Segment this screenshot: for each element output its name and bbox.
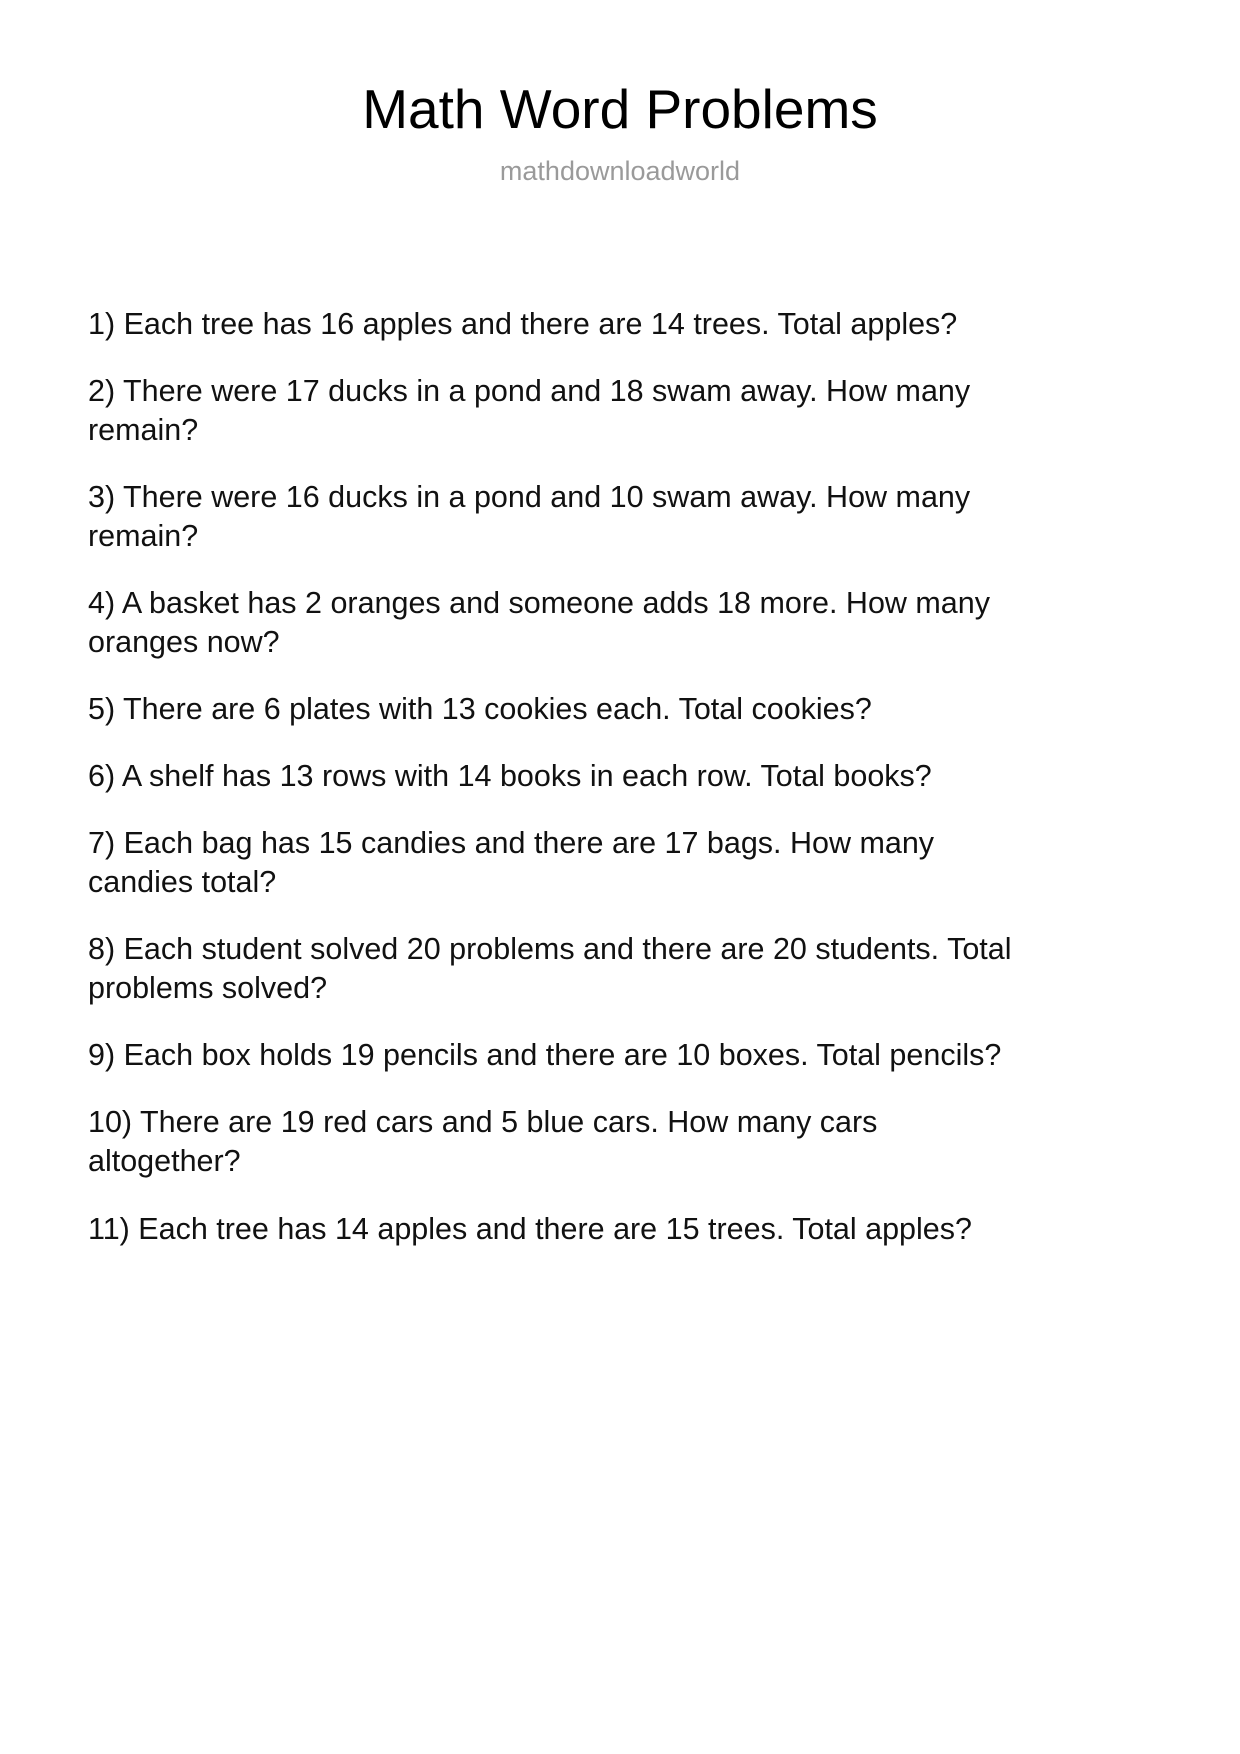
list-item: 2) There were 17 ducks in a pond and 18 swam away. How many remain? [88, 374, 971, 448]
page-title: Math Word Problems [362, 78, 878, 140]
list-item: 8) Each student solved 20 problems and there are 20 students. Total problems solved? [88, 932, 1012, 1006]
list-item: 5) There are 6 plates with 13 cookies each. Total cookies? [88, 692, 872, 727]
problem-list [88, 305, 1028, 1249]
list-item: 6) A shelf has 13 rows with 14 books in each row. Total books? [88, 759, 932, 794]
page-header [0, 0, 1240, 188]
list-item: 1) Each tree has 16 apples and there are 14 trees. Total apples? [88, 307, 958, 341]
page-subtitle: mathdownloadworld [499, 156, 741, 187]
list-item: 11) Each tree has 14 apples and there are 15 trees. Total apples? [88, 1211, 972, 1246]
list-item: 9) Each box holds 19 pencils and there are 10 boxes. Total pencils? [88, 1038, 1002, 1073]
list-item: 7) Each bag has 15 candies and there are 17 bags. How many candies total? [88, 826, 935, 900]
list-item: 3) There were 16 ducks in a pond and 10 swam away. How many remain? [88, 480, 971, 554]
list-item: 4) A basket has 2 oranges and someone adds 18 more. How many oranges now? [88, 586, 990, 660]
list-item: 10) There are 19 red cars and 5 blue cars. How many cars altogether? [88, 1105, 878, 1179]
